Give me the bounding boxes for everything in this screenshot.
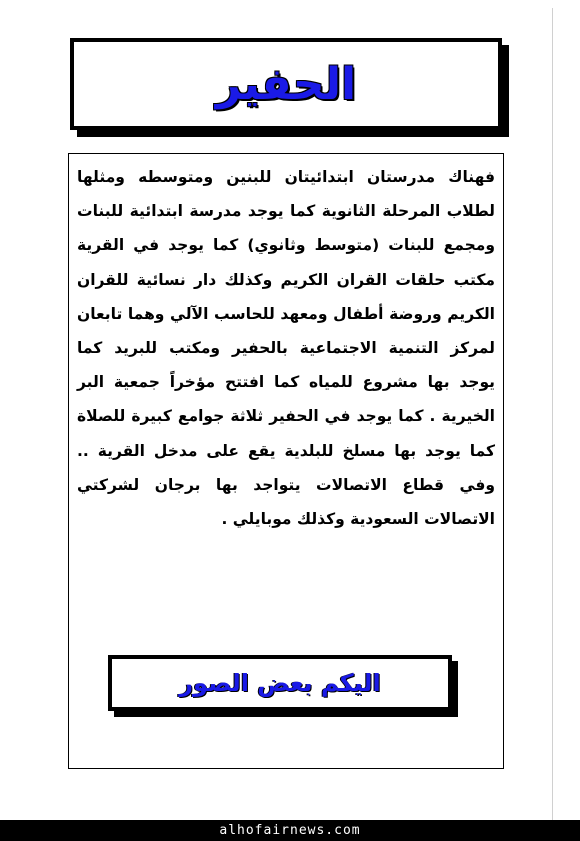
footer-bar — [0, 820, 580, 841]
footer-website[interactable]: alhofairnews.com — [219, 823, 361, 838]
title-box — [70, 38, 502, 130]
caption-text: اليكم بعض الصور — [179, 669, 381, 697]
caption-box — [108, 655, 452, 711]
page-title: الحفير — [215, 58, 357, 110]
body-paragraph: فهناك مدرستان ابتدائيتان للبنين ومتوسطه ومثلها لطلاب المرحلة الثانوية كما يوجد مدرسة ابتدائية للبنات ومجمع للبنات (متوسط وثانوي) كما يوجد في القرية مكتب حلقات القران الكريم وكذلك دار نسائية للقران الكريم وروضة أطفال ومعهد للحاسب الآلي وهما تابعان لمركز التنمية الاجتماعية بالحفير ومكتب للبريد كما يوجد بها مشروع للمياه كما افتتح مؤخراً جمعية البر الخيرية . كما يوجد في الحفير ثلاثة جوامع كبيرة للصلاة كما يوجد بها مسلخ للبلدية يقع على مدخل القرية .. وفي قطاع الاتصالات يتواجد بها برجان لشركتي الاتصالات السعودية وكذلك موبايلي . — [77, 168, 495, 529]
